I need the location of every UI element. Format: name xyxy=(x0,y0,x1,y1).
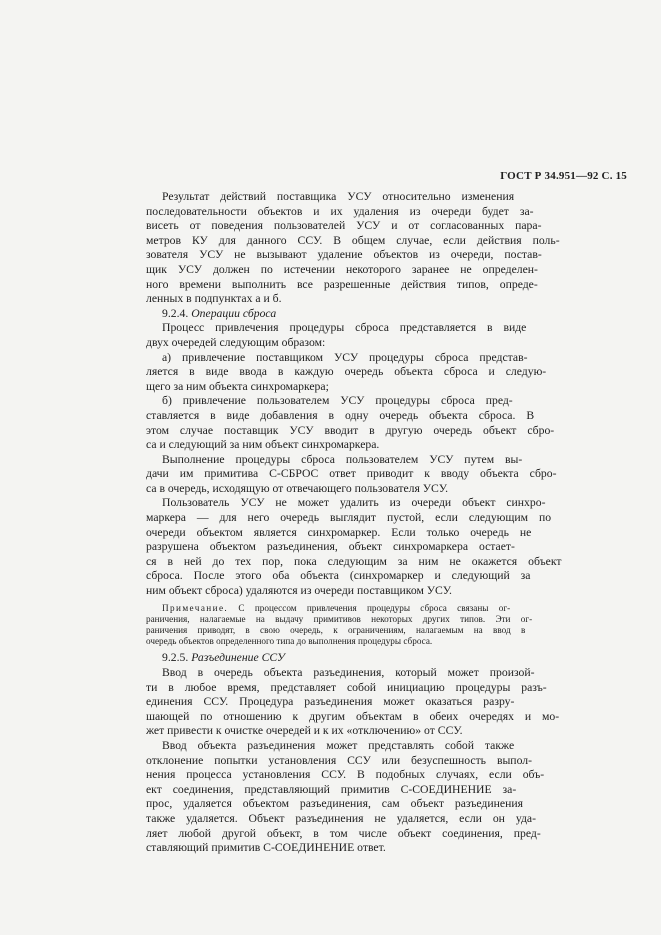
paragraph-sync-marker xyxy=(146,496,627,598)
running-header: ГОСТ Р 34.951—92 С. 15 xyxy=(500,170,627,182)
text-line: Выполнение процедуры сброса пользователем УСУ путем вы- xyxy=(162,452,523,466)
text-line: сброса. После этого оба объекта (синхромаркер и следующий за xyxy=(146,569,531,583)
text-line: единения ССУ. Процедура разъединения может оказаться разру- xyxy=(146,695,515,709)
note-line: очередь объектов определенного типа до выполнения процедуры сброса. xyxy=(146,636,433,647)
page-body xyxy=(146,190,627,856)
note-label: Примечание. xyxy=(162,602,229,613)
text-line: дачи им примитива С-СБРОС ответ приводит к вводу объекта сбро- xyxy=(146,467,557,481)
section-title: Разъединение ССУ xyxy=(191,651,285,665)
note-block xyxy=(146,603,627,648)
note-first-line xyxy=(146,603,627,614)
text-line: разрушена объектом разъединения, объект синхромаркера остает- xyxy=(146,540,515,554)
text-line: шающей по отношению к другим объектам в обеих очередях и мо- xyxy=(146,709,560,723)
text-line: метров КУ для данного ССУ. В общем случае, если действия поль- xyxy=(146,233,560,247)
text-line: жет привести к очистке очередей и к их «отключению» от ССУ. xyxy=(146,724,463,738)
text-line: этом случае поставщик УСУ вводит в другую очередь объект сбро- xyxy=(146,423,555,437)
text-line: а) привлечение поставщиком УСУ процедуры сброса представ- xyxy=(162,350,528,364)
text-line: последовательности объектов и их удаления из очереди будет за- xyxy=(146,204,534,218)
section-number: 9.2.5. xyxy=(162,651,189,665)
section-number: 9.2.4. xyxy=(162,306,189,320)
text-line: ся в ней до тех пор, пока следующим за ним не окажется объект xyxy=(146,554,562,568)
text-line: прос, удаляется объектом разъединения, сам объект разъединения xyxy=(146,797,523,811)
text-line: Ввод объекта разъединения может представлять собой также xyxy=(162,739,515,752)
text-line: зователя УСУ не вызывают удаление объектов из очереди, постав- xyxy=(146,248,542,262)
text-line: отклонение попытки установления ССУ или безуспешность выпол- xyxy=(146,753,532,767)
paragraph-disconnect-rejection xyxy=(146,739,627,856)
paragraph-reset-execution xyxy=(146,453,627,497)
text-line: ект соединения, представляющий примитив С-СОЕДИНЕНИЕ за- xyxy=(146,782,517,796)
text-line: нения процесса установления ССУ. В подобных случаях, если объ- xyxy=(146,768,545,782)
text-line: очереди объектом является синхромаркер. Если только очередь не xyxy=(146,525,532,539)
text-line: ним объект сброса) удаляются из очереди поставщиком УСУ. xyxy=(146,584,452,598)
paragraph-queue-result xyxy=(146,190,627,307)
note-line: С процессом привлечения процедуры сброса связаны ог- xyxy=(238,602,511,613)
paragraph-reset-intro xyxy=(146,321,627,350)
text-line: Процесс привлечения процедуры сброса представляется в виде xyxy=(162,321,527,335)
paragraph-reset-a xyxy=(146,351,627,395)
text-line: щего за ним объекта синхромаркера; xyxy=(146,379,329,393)
text-line: ставляющий примитив С-СОЕДИНЕНИЕ ответ. xyxy=(146,841,386,855)
text-line: ляется в виде ввода в каждую очередь объекта сброса и следую- xyxy=(146,365,547,379)
text-line: маркера — для него очередь выглядит пустой, если следующим по xyxy=(146,511,552,525)
note-line: раничения, налагаемые на выдачу примитивов некоторых других типов. Эти ог- xyxy=(146,613,533,624)
paragraph-reset-b xyxy=(146,394,627,452)
text-line: двух очередей следующим образом: xyxy=(146,335,326,349)
text-line: Результат действий поставщика УСУ относительно изменения xyxy=(162,190,515,203)
section-heading-9-2-5 xyxy=(146,651,627,666)
section-title: Операции сброса xyxy=(191,306,277,320)
text-line: ти в любое время, представляет собой инициацию процедуры разъ- xyxy=(146,680,547,694)
paragraph-disconnect-intro xyxy=(146,666,627,739)
text-line: ного времени выполнить все разрешенные действия типов, опреде- xyxy=(146,277,538,291)
text-line: ставляется в виде добавления в одну очередь объекта сброса. В xyxy=(146,408,535,422)
text-line: ленных в подпунктах а и б. xyxy=(146,292,282,306)
text-line: Пользователь УСУ не может удалить из очереди объект синхро- xyxy=(162,496,546,510)
note-line: раничения приводят, в свою очередь, к ограничениям, налагаемым на ввод в xyxy=(146,625,526,636)
text-line: также удаляется. Объект разъединения не удаляется, если он уда- xyxy=(146,811,536,825)
text-line: щик УСУ должен по истечении некоторого заранее не определен- xyxy=(146,262,538,276)
text-line: б) привлечение пользователем УСУ процедуры сброса пред- xyxy=(162,394,513,408)
text-line: ляет любой другой объект, в том числе объект соединения, пред- xyxy=(146,826,541,840)
text-line: висеть от поведения пользователей УСУ и от согласованных пара- xyxy=(146,219,542,233)
text-line: Ввод в очередь объекта разъединения, который может произой- xyxy=(162,666,535,680)
text-line: са и следующий за ним объект синхромаркера. xyxy=(146,438,380,452)
text-line: са в очередь, исходящую от отвечающего пользователя УСУ. xyxy=(146,481,448,495)
section-heading-9-2-4 xyxy=(146,307,627,322)
